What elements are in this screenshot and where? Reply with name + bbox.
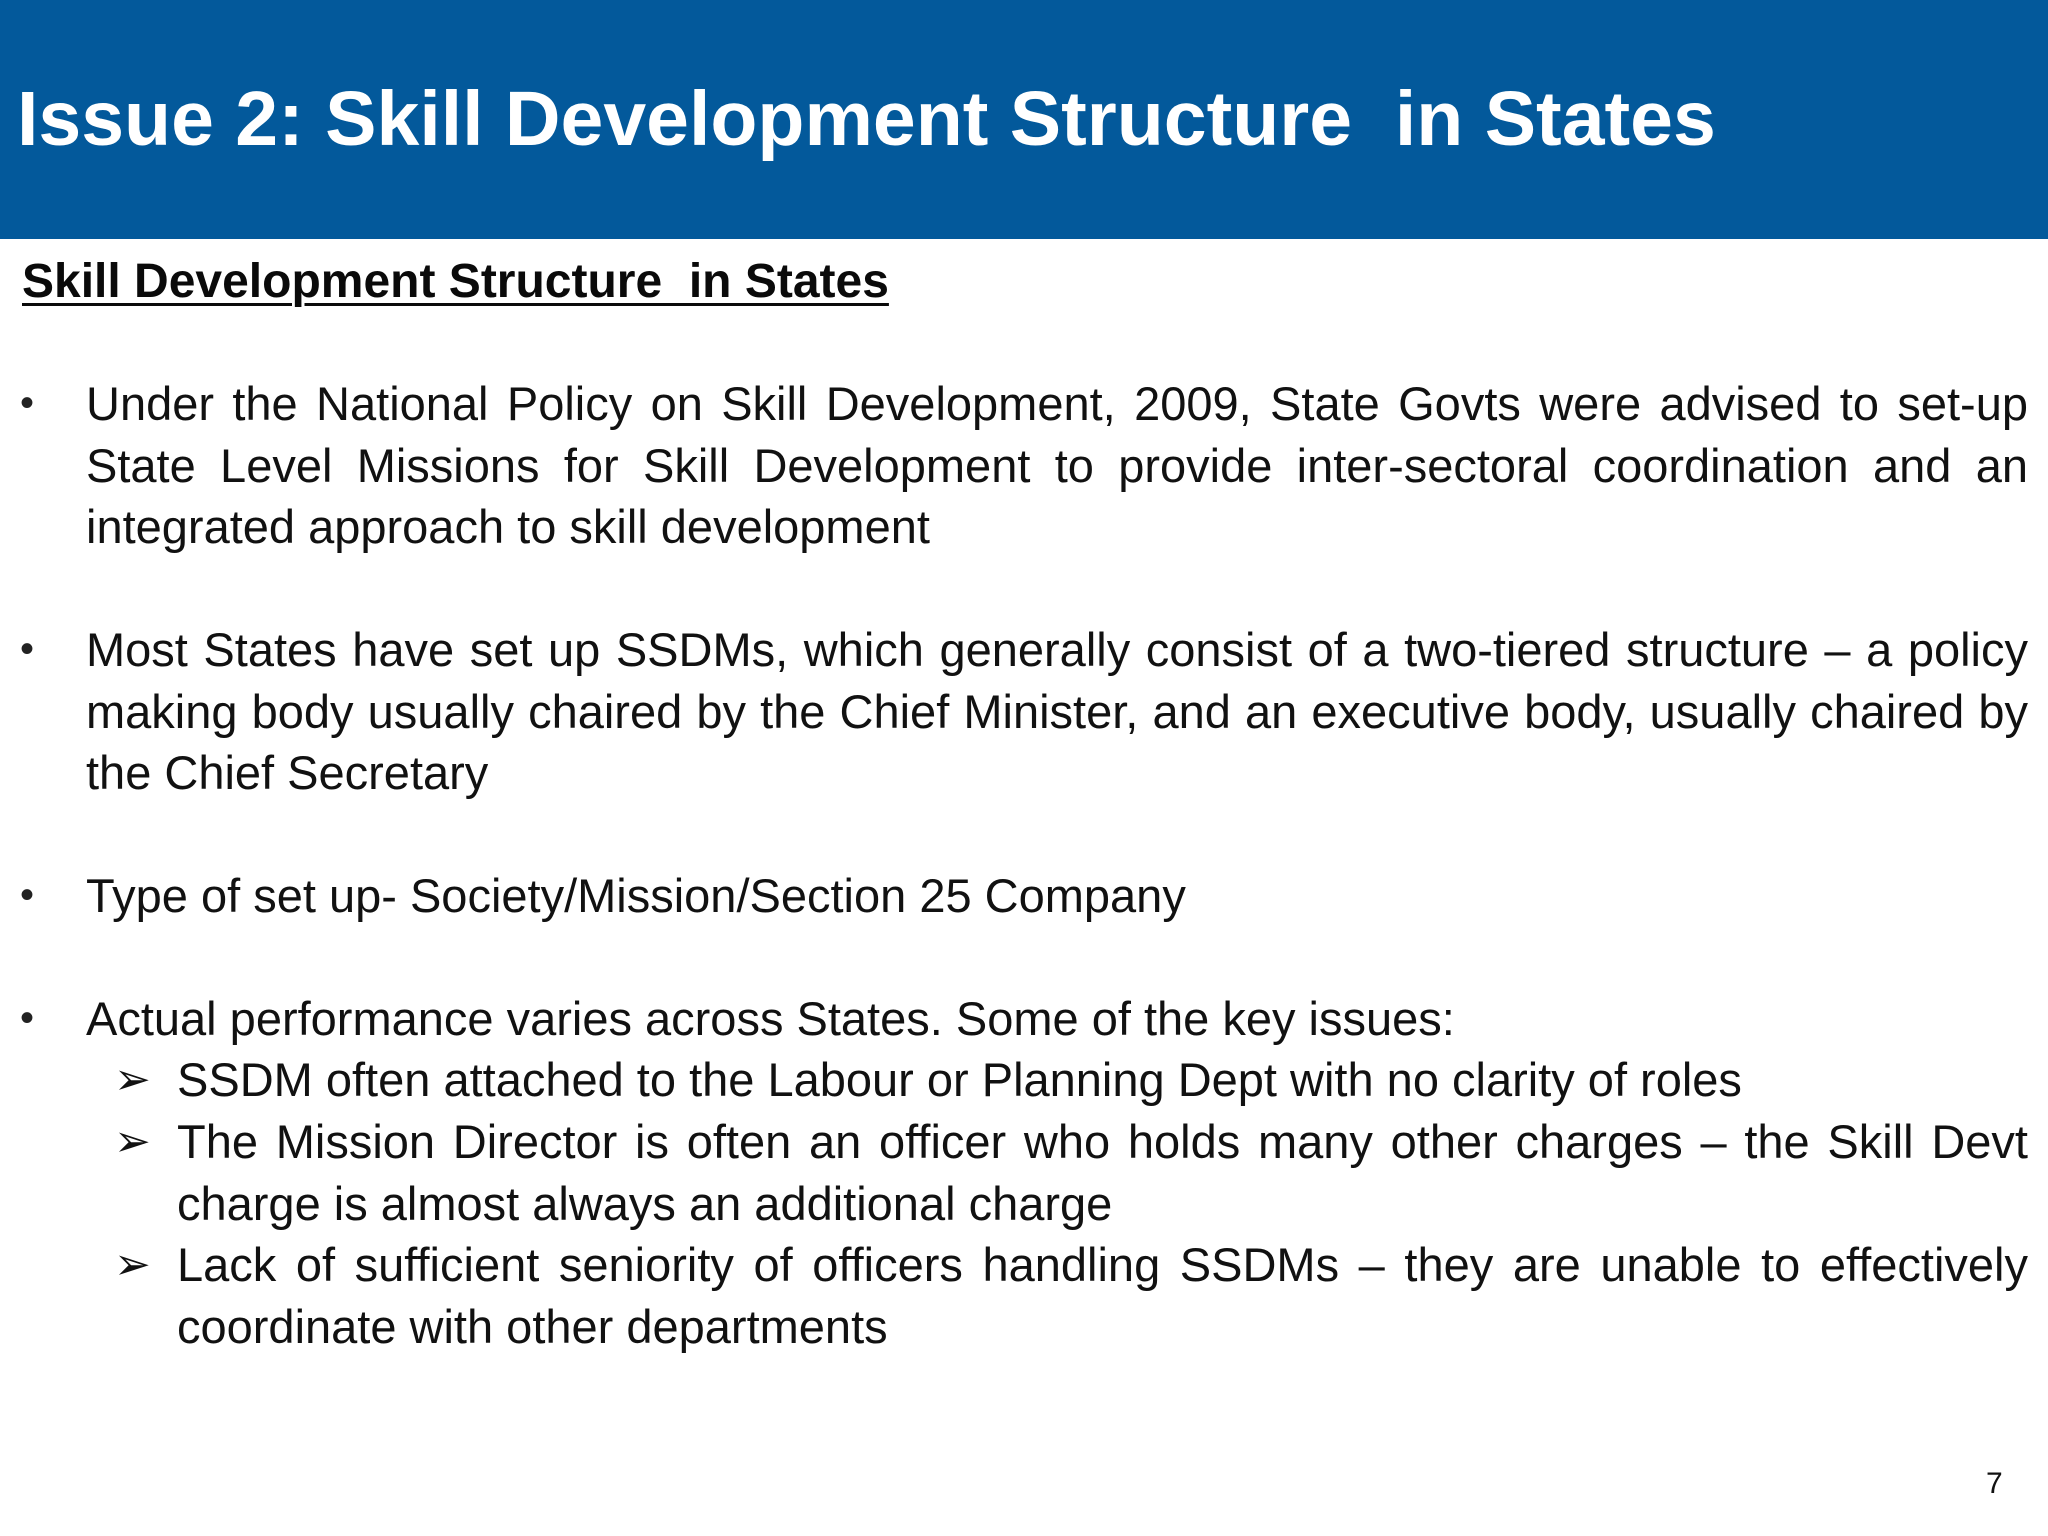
- arrow-bullet-icon: ➢: [114, 1240, 151, 1289]
- arrow-bullet-icon: ➢: [114, 1117, 151, 1166]
- title-bar: [0, 0, 2048, 239]
- bullet-icon: •: [20, 873, 35, 917]
- bullet-icon: •: [20, 627, 35, 671]
- page-number: 7: [1986, 1467, 2003, 1500]
- bullet-text: Actual performance varies across States. Some of the key issues:: [86, 992, 1455, 1045]
- bullet-icon: •: [20, 996, 35, 1040]
- bullet-text: Most States have set up SSDMs, which generally consist of a two-tiered structure – a policy making body usually chaired by the Chief Minister, and an executive body, usually chaired by the Chief Secretary: [86, 623, 2028, 799]
- sub-bullet-text: SSDM often attached to the Labour or Planning Dept with no clarity of roles: [177, 1053, 1742, 1106]
- bullet-icon: •: [20, 381, 35, 425]
- slide-title: Issue 2: Skill Development Structure in States: [17, 76, 1716, 162]
- sub-bullet-text: Lack of sufficient seniority of officers handling SSDMs – they are unable to effectively coordinate with other departments: [177, 1238, 2028, 1353]
- bullet-text: Under the National Policy on Skill Development, 2009, State Govts were advised to set-up State Level Missions for Skill Development to provide inter-sectoral coordination and an integrated approach to skill development: [86, 377, 2028, 553]
- arrow-bullet-icon: ➢: [114, 1055, 151, 1104]
- sub-bullet-text: The Mission Director is often an officer who holds many other charges – the Skill Devt charge is almost always an additional charge: [177, 1115, 2028, 1230]
- bullet-text: Type of set up- Society/Mission/Section 25 Company: [86, 869, 1186, 922]
- section-heading: Skill Development Structure in States: [22, 255, 889, 308]
